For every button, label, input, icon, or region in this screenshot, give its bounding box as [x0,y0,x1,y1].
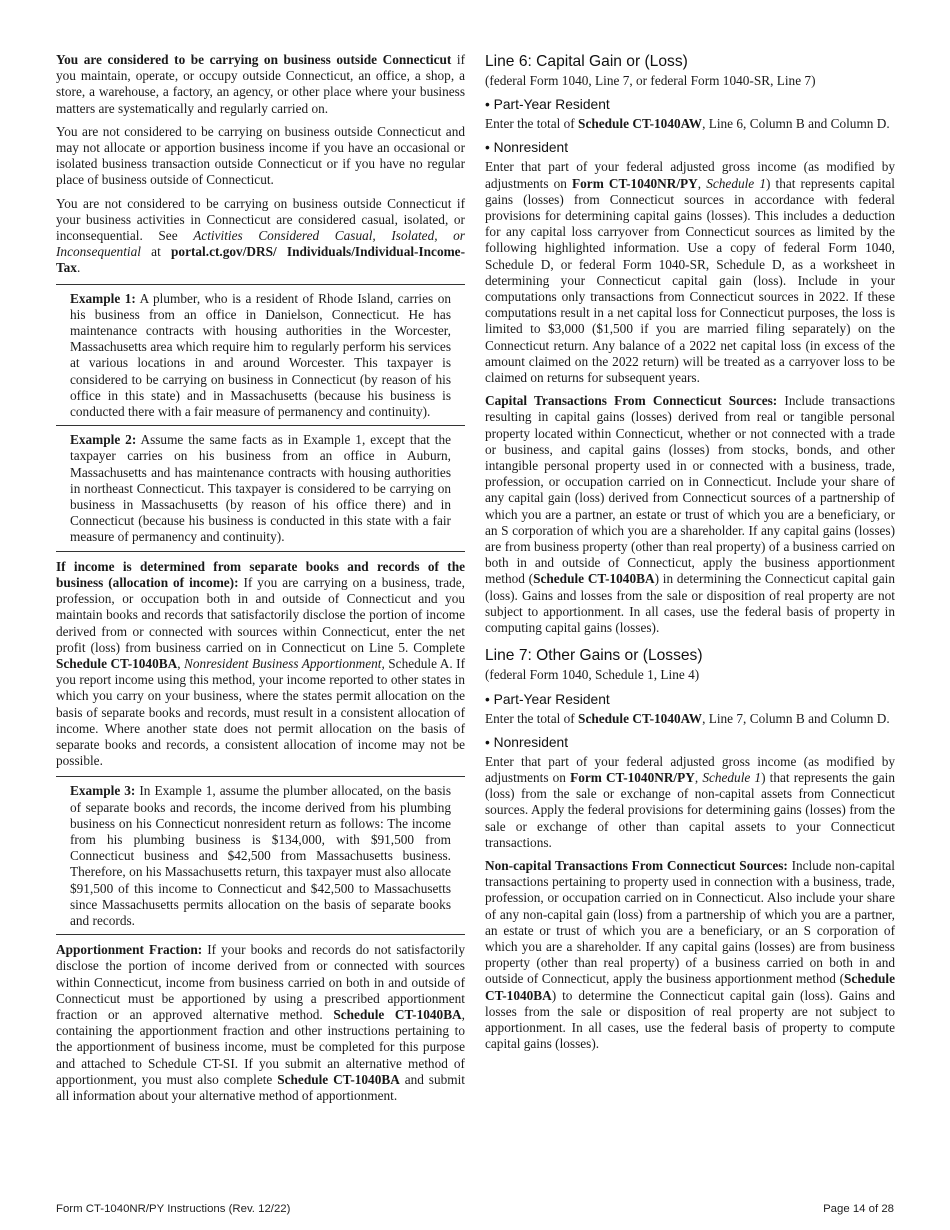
line-7-part-year-heading: • Part-Year Resident [485,691,610,707]
non-capital-transactions-paragraph: Non-capital Transactions From Connecticut Sources: Include non-capital transactions pertaining to property used in connection with a business, trade, profession, or occupation carried on in Connecticut. Also include your share of any non-capital gain (loss) from a partnership of which you are a partner, an estate or trust of which you are a beneficiary, or an S corporation of which you are a shareholder. If any capital gains (losses) are from business property (other than real property) of a business carried on both in and outside of Connecticut, apply the business apportionment method (Schedule CT-1040BA) to determine the Connecticut capital gain (loss). Gains and losses from the sale or disposition of real property are not subject to apportionment. In all cases, use the federal basis of property to compute capital gains (losses). [485,857,895,1052]
example-3-box: Example 3: In Example 1, assume the plumber allocated, on the basis of separate books and records, the income derived from his plumbing business on his Connecticut nonresident return as follows: The income from his plumbing business is $134,000, with $91,500 from Connecticut business and $42,500 from Massachusetts business. Therefore, on his Massachusetts return, this taxpayer must also allocate $91,500 of this income to Connecticut and $42,500 to Massachusetts since Massachusetts permits allocation on the basis of separate books and records. [56,776,465,935]
footer-form-name: Form CT-1040NR/PY Instructions (Rev. 12/22) [56,1203,291,1215]
allocation-of-income-paragraph: If income is determined from separate books and records of the business (allocation of income): If you are carrying on a business, trade, profession, or occupation both in and outside of Connecticut and you maintain books and records that satisfactorily disclose the portion of income derived from or connected with sources within Connecticut, enter the net profit (loss) from business carried on in Connecticut on Line 5. Complete Schedule CT-1040BA, Nonresident Business Apportionment, Schedule A. If you report income using this method, your income reported to other states in which you carry on your business, where the states permit allocation on the basis of separate books and records, must result in a consistent allocation of income. Where another state does not permit allocation on the basis of separate books and records, a consistent allocation of income may not be possible. [56,558,465,769]
line-6-part-year-text: Enter the total of Schedule CT-1040AW, Line 6, Column B and Column D. [485,116,890,132]
casual-isolated-paragraph: You are not considered to be carrying on business outside Connecticut if your business activities in Connecticut are considered casual, isolated, or inconsequential. See Activities Considered Casual, Isolated, or Inconsequential at portal.ct.gov/DRS/ Individuals/Individual-Income-Tax. [56,195,465,276]
example-1-box: Example 1: A plumber, who is a resident of Rhode Island, carries on his business from an office in Danielson, Connecticut. He has maintenance contracts with housing authorities in the Worcester, Massachusetts area which require him to regularly perform his services at various locations in and around Worcester. This taxpayer is considered to be carrying on business in Connecticut (by reason of his office in this state) and in Massachusetts (because his business is conducted there with a fair measure of permanency and continuity). [56,284,465,426]
drs-portal-link[interactable]: portal.ct.gov/DRS/ Individuals/Individual-Income-Tax [56,244,465,276]
example-2-box: Example 2: Assume the same facts as in Example 1, except that the taxpayer carries on his business from an office in Auburn, Massachusetts and has maintenance contracts with housing authorities in northeast Connecticut. This taxpayer is considered to be carrying on business in Massachusetts (by reason of his office there) and in Connecticut (because his business is conducted in this state with a fair measure of permanency and continuity). [56,425,465,551]
right-column [485,52,895,1059]
line-7-nonresident-heading: • Nonresident [485,734,569,750]
line-6-heading: Line 6: Capital Gain or (Loss) [485,53,688,70]
not-considered-paragraph: You are not considered to be carrying on business outside Connecticut and may not allocate or apportion business income if you have an occasional or isolated business transaction outside Connecticut or if you have no regular place of business outside of Connecticut. [56,123,465,188]
line-6-nonresident-heading: • Nonresident [485,140,569,156]
line-7-heading: Line 7: Other Gains or (Losses) [485,647,703,665]
line-6-part-year-heading: • Part-Year Resident [485,97,610,113]
line-6-subheading: (federal Form 1040, Line 7, or federal Form 1040-SR, Line 7) [485,73,816,88]
apportionment-fraction-paragraph: Apportionment Fraction: If your books and records do not satisfactorily disclose the portion of income derived from or connected with sources within Connecticut, income from business carried on both in and outside of Connecticut must be apportioned by using a prescribed apportionment fraction or an approved alternative method. Schedule CT-1040BA, containing the apportionment fraction and other instructions pertaining to the apportionment of business income, must be completed for this purpose and attached to Schedule CT-SI. If you submit an alternative method of apportionment, you must also complete Schedule CT-1040BA and submit all information about your alternative method of apportionment. [56,942,466,1103]
carrying-on-business-paragraph: You are considered to be carrying on business outside Connecticut if you maintain, operate, or occupy outside Connecticut, an office, a shop, a store, a warehouse, a factory, an agency, or other place where your business matters are systematically and regularly carried on. [56,52,465,116]
left-column [56,52,465,1111]
footer-page-number: Page 14 of 28 [823,1203,894,1215]
line-6-nonresident-text: Enter that part of your federal adjusted gross income (as modified by adjustments on Form CT-1040NR/PY, Schedule 1) that represents capital gains (losses) from Connecticut sources in accordance with federal provisions for determining capital gains (losses). This includes a deduction for any capital loss carryover from Connecticut sources as limited by the following highlighted information. Use a copy of federal Form 1040, Schedule D, or federal Form 1040-SR, Schedule D, as a worksheet in determining your Connecticut capital gain (loss). Include in your computations only transactions from Connecticut sources in 2022. If these computations result in a net capital loss for Connecticut purposes, the loss is limited to $3,000 ($1,500 if you are married filing separately) on the Connecticut return. Any balance of a 2022 net capital loss (in excess of the amount claimed on the 2022 return) will be treated as a carryover loss to be claimed on returns for subsequent years. [485,159,895,386]
line-7-nonresident-text: Enter that part of your federal adjusted gross income (as modified by adjustments on Form CT-1040NR/PY, Schedule 1) that represents the gain (loss) from the sale or exchange of non-capital assets from Connecticut sources. Apply the federal provisions for determining gains (losses) from the sale or exchange of other than capital assets to your Connecticut transactions. [485,753,895,850]
line-7-subheading: (federal Form 1040, Schedule 1, Line 4) [485,667,700,683]
line-7-part-year-text: Enter the total of Schedule CT-1040AW, Line 7, Column B and Column D. [485,710,890,726]
capital-transactions-paragraph: Capital Transactions From Connecticut Sources: Include transactions resulting in capital gains (losses) derived from real or tangible personal property located within Connecticut, whether or not connected with a trade or business, and capital gains (losses) from stocks, bonds, and other intangible personal property used in or connected with a business, trade, profession, or occupation carried on in Connecticut. Include your share of any capital gain (loss) derived from Connecticut sources of a partnership of which you are a partner, an estate or trust of which you are a beneficiary, or an S corporation of which you are a shareholder. If any capital gains (losses) are from business property (other than real property) of a business carried on both in and outside of Connecticut, apply the business apportionment method (Schedule CT-1040BA) in determining the Connecticut capital gain (loss). Gains and losses from the sale or disposition of real property are not subject to apportionment. In all cases, use the federal basis of property in computing capital gains (losses). [485,393,895,636]
